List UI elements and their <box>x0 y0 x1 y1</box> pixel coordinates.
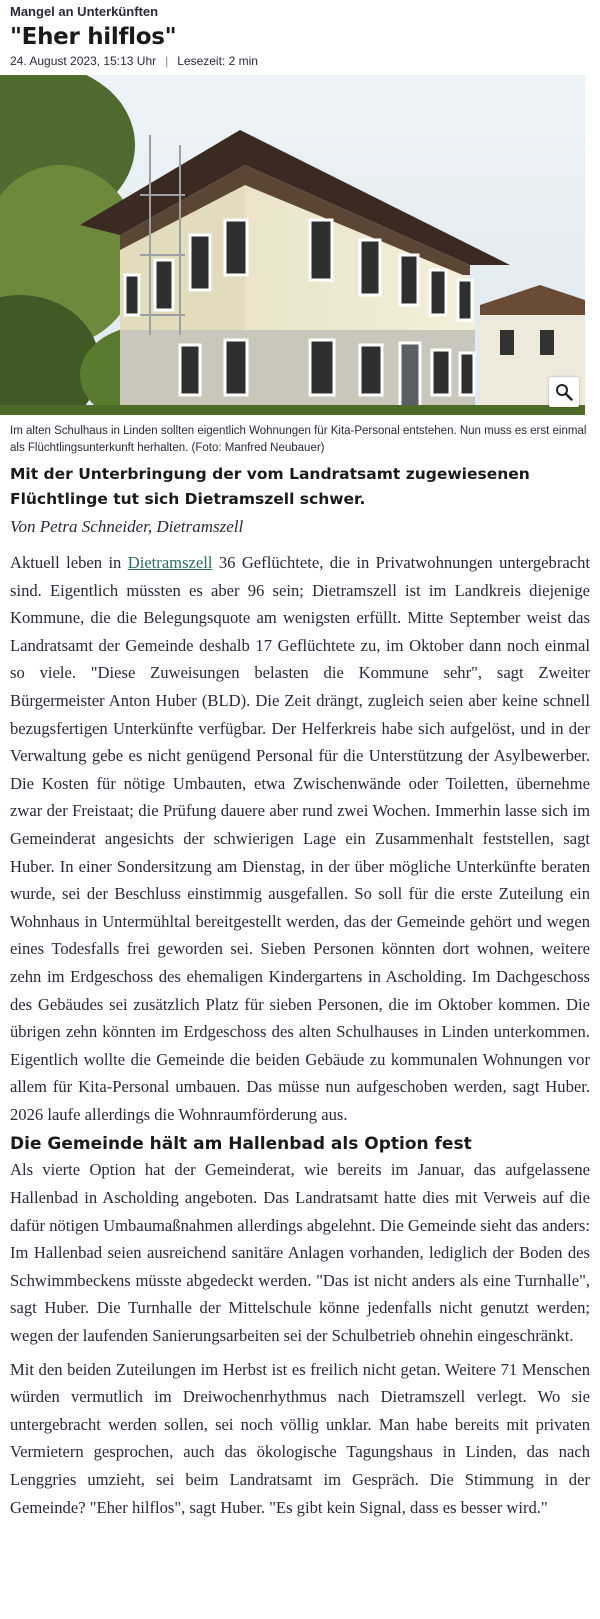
paragraph-3: Mit den beiden Zuteilungen im Herbst ist es freilich nicht getan. Weitere 71 Menschen würden vermutlich im Dreiwochenrhythmus nach Dietramszell verlegt. Wo sie untergebracht werden sollen, sei noch völlig unklar. Man habe bereits mit privaten Vermietern gesprochen, auch das ökologische Tagungshaus in Linden, das nach Lenggries umzieht, sei beim Landratsamt im Gespräch. Die Stimmung in der Gemeinde? "Eher hilflos", sagt Huber. "Es gibt kein Signal, dass es besser wird." <box>10 1359 590 1517</box>
zoom-button[interactable] <box>549 377 579 407</box>
location-link-dietramszell[interactable]: Dietramszell <box>127 553 213 572</box>
photo-caption: Im alten Schulhaus in Linden sollten eigentlich Wohnungen für Kita-Personal entstehen. Nun muss es erst einmal als Flüchtlingsunterkunft herhalten. (Foto: Manfred Neubauer) <box>10 425 587 454</box>
reading-time: Lesezeit: 2 min <box>177 54 258 68</box>
paragraph-2: Als vierte Option hat der Gemeinderat, wie bereits im Januar, das aufgelassene Hallenbad in Ascholding angeboten. Das Landratsamt hatte dies mit Verweis auf die dafür nötigen Umbaumaßnahmen allerdings abgelehnt. Die Gemeinde sieht das anders: Im Hallenbad seien ausreichend sanitäre Anlagen vorhanden, lediglich der Boden des Schwimmbeckens müsste abgedeckt werden. "Das ist nicht anders als eine Turnhalle", sagt Huber. Die Turnhalle der Mittelschule könne jedenfalls nicht genutzt werden; wegen der laufenden Sanierungsarbeiten sei der Schulbetrieb ohnehin eingeschränkt. <box>10 1160 590 1346</box>
paragraph-1 <box>10 549 590 1128</box>
section-subhead: Die Gemeinde hält am Hallenbad als Option fest <box>10 1134 472 1155</box>
article-headline: "Eher hilflos" <box>10 24 177 50</box>
article-teaser: Mit der Unterbringung der vom Landratsamt zugewiesenen Flüchtlinge tut sich Dietramszell schwer. <box>10 465 530 508</box>
article-body <box>10 549 590 1521</box>
magnifier-icon <box>555 383 573 401</box>
article-author: Von Petra Schneider, Dietramszell <box>10 517 244 536</box>
paragraph-1-start: Aktuell leben in <box>10 553 128 572</box>
article-topline: Mangel an Unterkünften <box>10 4 159 19</box>
schoolhouse-photo <box>0 75 585 415</box>
article-photo[interactable] <box>0 75 585 415</box>
meta-separator: | <box>165 54 169 68</box>
paragraph-1-rest: 36 Geflüchtete, die in Privatwohnungen untergebracht sind. Eigentlich müssten es aber 96 sein; Dietramszell ist im Landkreis diejenige Kommune, die die Belegungsquote am wenigsten erfüllt. Mitte September weist das Landratsamt der Gemeinde deshalb 17 Geflüchtete zu, im Oktober dann noch einmal so viele. "Diese Zuweisungen belasten die Kommune sehr", sagt Zweiter Bürgermeister Anton Huber (BLD). Die Zeit drängt, zugleich seien aber keine schnell bezugsfertigen Unterkünfte verfügbar. Der Helferkreis habe sich aufgelöst, und in der Verwaltung gebe es nicht genügend Personal für die Unterstützung der Asylbewerber. Die Kosten für nötige Umbauten, etwa Zwischenwände oder Toiletten, übernehme zwar der Freistaat; die Prüfung dauere aber rund zwei Wochen. Immerhin lasse sich im Gemeinderat angesichts der schwierigen Lage ein Zusammenhalt feststellen, sagt Huber. In einer Sondersitzung am Dienstag, in der über mögliche Unterkünfte beraten wurde, sei der Beschluss einstimmig ausgefallen. So soll für die erste Zuteilung ein Wohnhaus in Untermühltal bereitgestellt werden, das der Gemeinde gehört und wegen eines Todesfalls frei geworden sei. Sieben Personen könnten dort wohnen, weitere zehn im Erdgeschoss des ehemaligen Kindergartens in Ascholding. Im Dachgeschoss des Gebäudes sei zusätzlich Platz für sieben Personen, die im Oktober kommen. Die übrigen zehn könnten im Erdgeschoss des alten Schulhauses in Linden unterkommen. Eigentlich wollte die Gemeinde die beiden Gebäude zu kommunalen Wohnungen vor allem für Kita-Personal umbauen. Das müsse nun aufgeschoben werden, sagt Huber. 2026 laufe allerdings die Wohnraumförderung aus. <box>10 553 590 1124</box>
publish-date: 24. August 2023, 15:13 Uhr <box>10 54 157 68</box>
article-meta <box>10 53 590 69</box>
